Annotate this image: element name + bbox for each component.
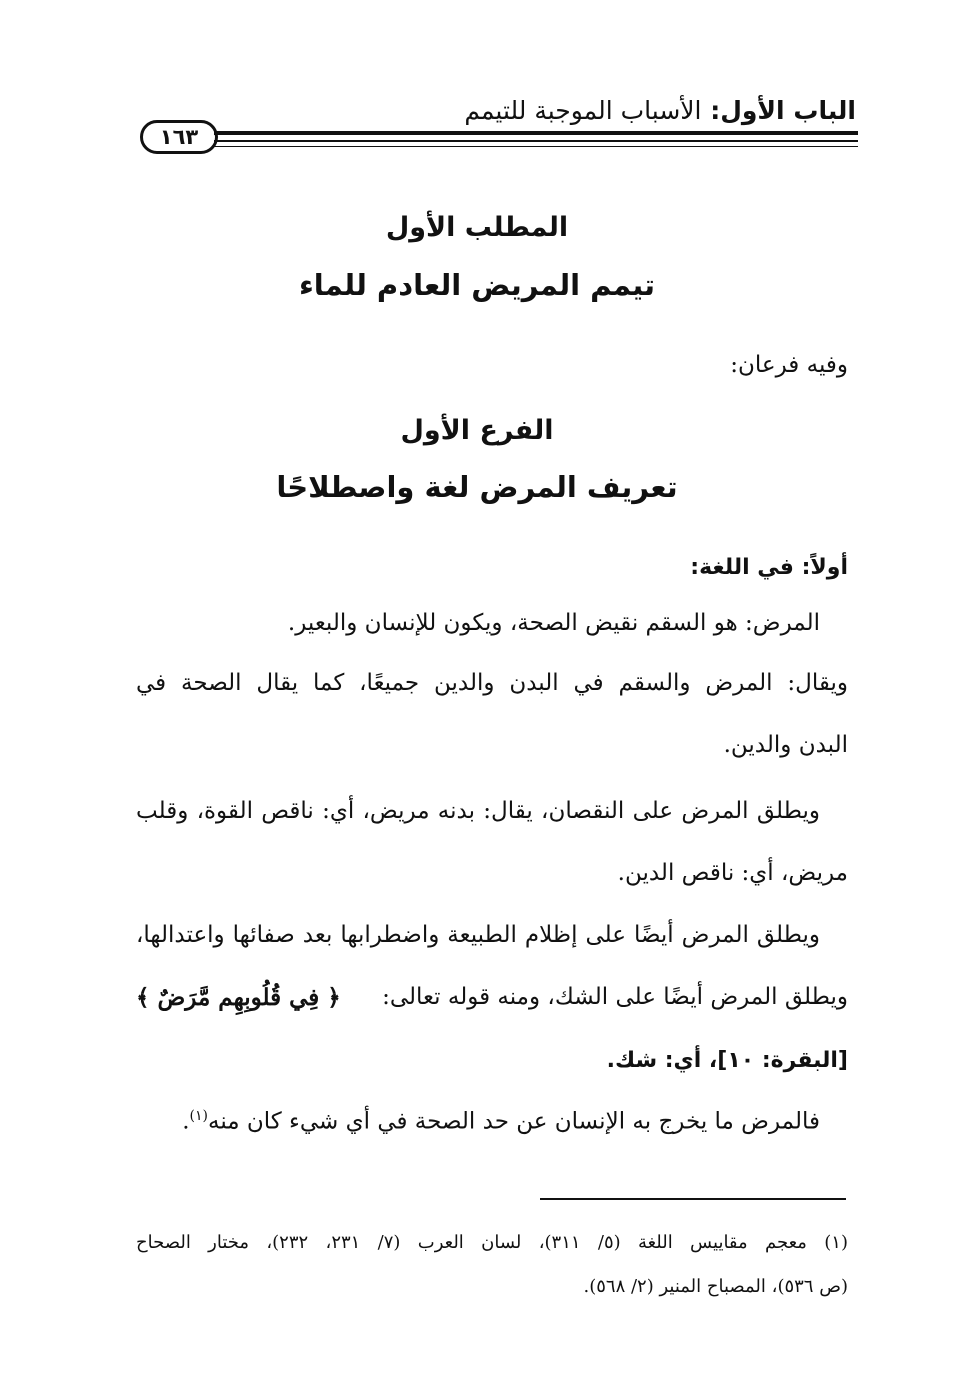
body-line-with-verse bbox=[136, 984, 848, 1012]
body-line: ويطلق المرض أيضًا على الشك، ومنه قوله تعالى: bbox=[382, 984, 848, 1010]
body-line: [البقرة: ١٠]، أي: شك. bbox=[606, 1048, 848, 1073]
header-rule-thin bbox=[214, 140, 858, 142]
body-line: ويطلق المرض على النقصان، يقال: بدنه مريض، أي: ناقص القوة، وقلب bbox=[136, 798, 820, 824]
running-header bbox=[464, 96, 856, 125]
quran-verse: ﴿ فِي قُلُوبِهِم مَّرَضٌ ﴾ bbox=[136, 984, 341, 1011]
intro-text: وفيه فرعان: bbox=[730, 352, 848, 378]
footnote-divider bbox=[540, 1198, 846, 1200]
section-subtitle: تيمم المريض العادم للماء bbox=[298, 268, 656, 302]
branch-title: الفرع الأول bbox=[400, 415, 554, 446]
language-subheading: أولاً: في اللغة: bbox=[690, 555, 848, 580]
body-line-final: فالمرض ما يخرج به الإنسان عن حد الصحة في أي شيء كان منه$^{(١)}$. bbox=[182, 1108, 820, 1135]
chapter-label: الباب الأول: bbox=[710, 96, 856, 125]
body-line: مريض، أي: ناقص الدين. bbox=[617, 860, 848, 886]
body-line: ويقال: المرض والسقم في البدن والدين جميعًا، كما يقال الصحة في bbox=[136, 670, 848, 696]
header-rule-thick bbox=[214, 131, 858, 135]
header-rule-thin-2 bbox=[214, 146, 858, 147]
branch-subtitle: تعريف المرض لغة واصطلاحًا bbox=[276, 470, 678, 504]
body-line: فالمرض ما يخرج به الإنسان عن حد الصحة في أي شيء كان منه bbox=[207, 1108, 820, 1135]
chapter-title: الأسباب الموجبة للتيمم bbox=[464, 96, 702, 125]
footnote-line: (١) معجم مقاييس اللغة (٥/ ٣١١)، لسان العرب (٧/ ٢٣١، ٢٣٢)، مختار الصحاح bbox=[136, 1232, 848, 1253]
page-number: ١٦٣ bbox=[140, 120, 218, 154]
body-line: البدن والدين. bbox=[723, 732, 848, 758]
body-line: ويطلق المرض أيضًا على إظلام الطبيعة واضطرابها بعد صفائها واعتدالها، bbox=[136, 922, 820, 948]
section-title: المطلب الأول bbox=[385, 212, 569, 243]
footnote-line: (ص ٥٣٦)، المصباح المنير (٢/ ٥٦٨). bbox=[583, 1276, 848, 1297]
footnote-reference: (١) bbox=[189, 1108, 208, 1124]
body-line: المرض: هو السقم نقيض الصحة، ويكون للإنسان والبعير. bbox=[287, 610, 820, 636]
